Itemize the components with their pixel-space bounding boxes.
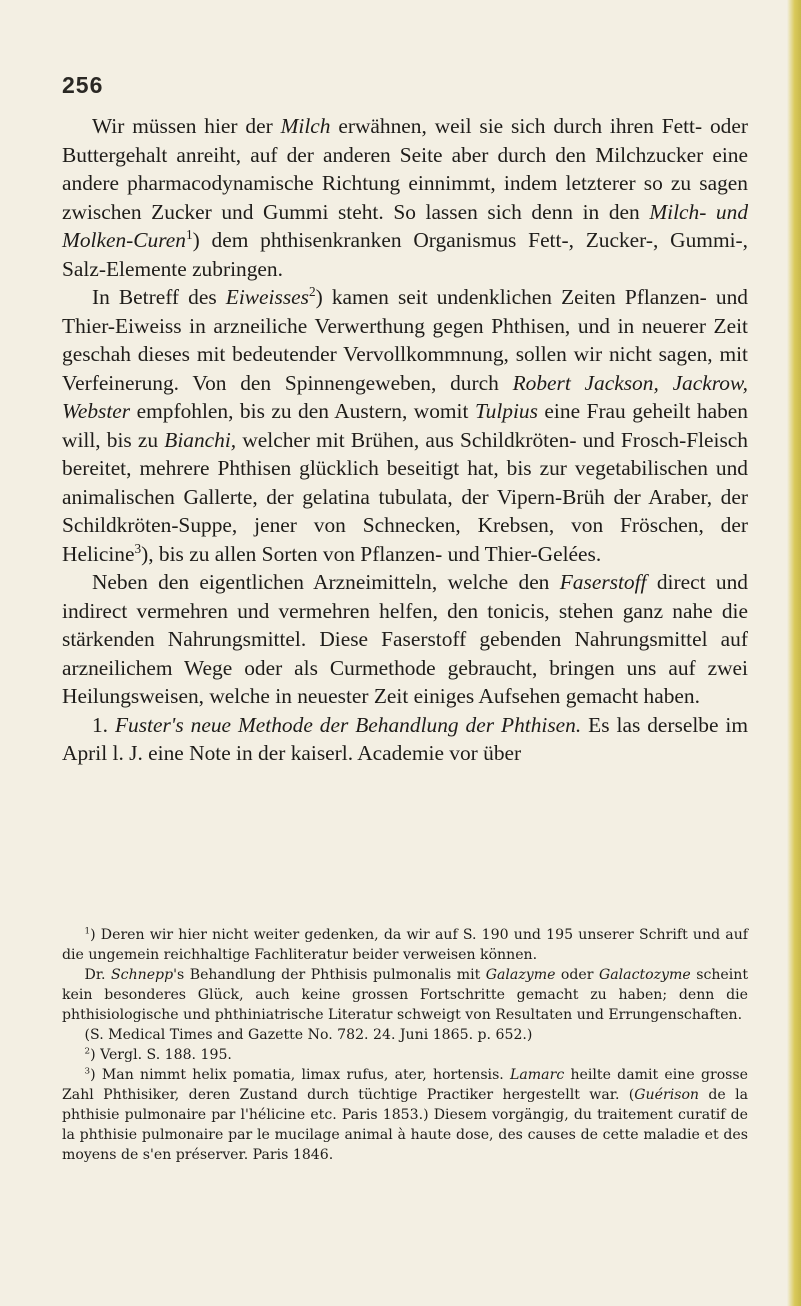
text-run: heilte damit eine grosse Zahl Phthisiker, deren Zustand durch tüchtige Practiker hergestellt war. (: [62, 1067, 748, 1103]
footnote: [62, 1045, 748, 1065]
text-run: eine Frau geheilt haben will, bis zu: [62, 399, 748, 452]
text-run: empfohlen, bis zu den Austern, womit: [130, 399, 475, 423]
italic-text: Schnepp: [111, 967, 174, 983]
text-run: direct und indirect vermehren und vermehren helfen, den tonicis, stehen ganz nahe die stärkenden Nahrungsmittel. Diese Faserstoff gebenden Nahrungsmittel auf arzneilichem Wege oder als Curmethode gebraucht, bringen uns auf zwei Heilungsweisen, welche in neuester Zeit einiges Aufsehen gemacht haben.: [62, 570, 748, 708]
text-run: Dr.: [84, 967, 112, 983]
italic-text: Galactozyme: [599, 967, 691, 983]
text-run: ), bis zu allen Sorten von Pflanzen- und Thier-Gelées.: [141, 541, 602, 566]
text-run: Neben den eigentlichen Arzneimitteln, welche den: [91, 570, 560, 594]
text-run: Wir müssen hier der: [91, 114, 281, 138]
text-run: erwähnen, weil sie sich durch ihren Fett- oder Buttergehalt anreiht, auf der anderen Seite aber durch den Milchzucker eine andere pharmacodynamische Richtung einnimmt, indem letzterer so zu sagen zwischen Zucker und Gummi steht. So lassen sich denn in den: [62, 114, 748, 224]
footnote: [62, 925, 748, 965]
italic-text: Eiweisses: [225, 285, 309, 309]
paragraph: [62, 112, 748, 283]
italic-text: Bianchi,: [164, 427, 237, 452]
text-run: ) Vergl. S. 188. 195.: [90, 1047, 232, 1063]
page-edge-discoloration: [787, 0, 801, 1306]
text-run: ) kamen seit undenklichen Zeiten Pflanzen- und Thier-Eiweiss in arzneiliche Verwerthung gegen Phthisen, und in neuerer Zeit geschah dieses mit bedeutender Vervollkommnung, sollen wir nicht sagen, mit Verfeinerung. Von den Spinnengeweben, durch: [62, 285, 748, 395]
footnote: [62, 965, 748, 1025]
page-number: 256: [62, 72, 104, 98]
text-run: de la phthisie pulmonaire par l'hélicine etc. Paris 1853.) Diesem vorgängig, du traitement curatif de la phthisie pulmonaire par le mucilage animal à haute dose, des causes de cette maladie et des moyens de s'en préserver. Paris 1846.: [62, 1087, 749, 1163]
footnote: [62, 1065, 748, 1165]
text-run: scheint kein besonderes Glück, auch keine grossen Fortschritte gemacht zu haben; denn die phthisiologische und phthiniatrische Literatur schweigt von Resultaten und Errungenschaften.: [62, 967, 749, 1023]
italic-text: Galazyme: [485, 967, 556, 983]
footnote-marker: 1: [84, 926, 91, 937]
italic-text: Milch- und Molken-Curen: [62, 199, 749, 252]
text-run: ) dem phthisenkranken Organismus Fett-, Zucker-, Gummi-, Salz-Elemente zubringen.: [62, 228, 748, 281]
text-run: Es las derselbe im April l. J. eine Note in der kaiserl. Academie vor über: [62, 712, 749, 765]
footnote-marker: 2: [308, 283, 316, 299]
italic-text: Milch: [280, 114, 331, 138]
text-run: oder: [555, 967, 599, 983]
footnote-marker: 3: [84, 1066, 91, 1077]
italic-text: Faserstoff: [559, 570, 647, 594]
paragraph: [62, 711, 748, 768]
text-run: welcher mit Brühen, aus Schildkröten- und Frosch-Fleisch bereitet, mehrere Phthisen glücklich beseitigt hat, bis zur vegetabilischen und animalischen Gallerte, der gelatina tubulata, der Vipern-Brüh der Araber, der Schildkröten-Suppe, jener von Schnecken, Krebsen, von Fröschen, der Helicine: [62, 427, 748, 566]
italic-text: Tulpius: [474, 399, 538, 423]
footnotes: [62, 925, 748, 1165]
italic-text: Lamarc: [510, 1067, 565, 1083]
text-run: ) Deren wir hier nicht weiter gedenken, da wir auf S. 190 und 195 unserer Schrift und auf die ungemein reichhaltige Fachliteratur beider verweisen können.: [62, 927, 748, 963]
italic-text: Robert Jackson, Jackrow, Webster: [62, 370, 748, 423]
text-run: 1.: [91, 712, 115, 737]
italic-text: Fuster's neue Methode der Behandlung der Phthisen.: [114, 712, 582, 737]
footnote-marker: 1: [185, 226, 193, 242]
footnote-marker: 3: [134, 540, 142, 556]
paragraph: [62, 568, 748, 711]
paragraph: [62, 283, 748, 568]
text-run: In Betreff des: [91, 285, 226, 309]
main-text: [62, 112, 748, 768]
text-run: (S. Medical Times and Gazette No. 782. 24. Juni 1865. p. 652.): [84, 1027, 533, 1043]
italic-text: Guérison: [634, 1087, 700, 1103]
footnote: [62, 1025, 748, 1045]
text-run: ) Man nimmt helix pomatia, limax rufus, ater, hortensis.: [90, 1067, 511, 1083]
text-run: 's Behandlung der Phthisis pulmonalis mit: [173, 967, 486, 983]
footnote-marker: 2: [84, 1046, 91, 1057]
